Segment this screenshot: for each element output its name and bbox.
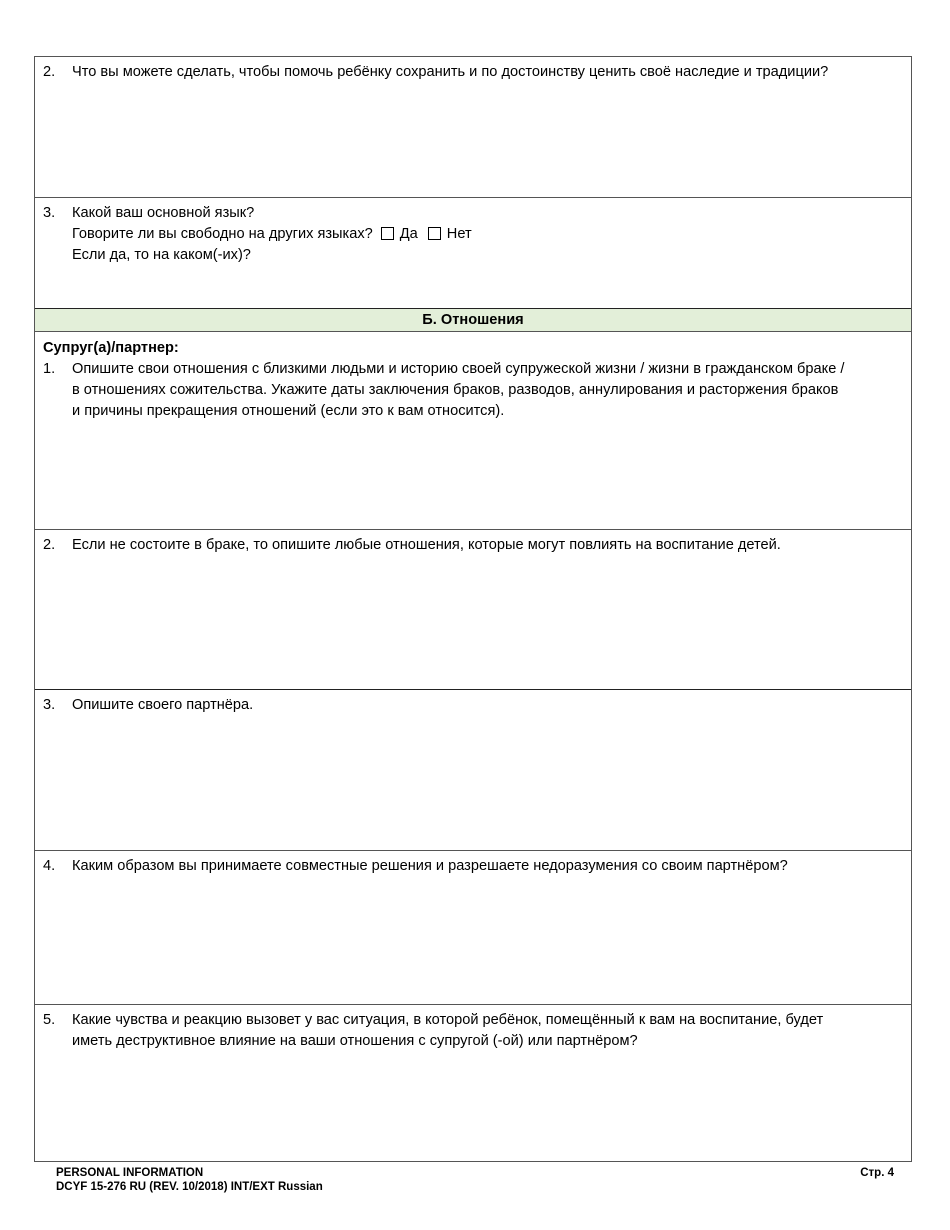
question-number: 3. <box>43 697 56 713</box>
question-item <box>43 535 901 556</box>
question-cell-relationship-history[interactable] <box>35 332 911 530</box>
question-item <box>43 62 901 83</box>
question-cell-unmarried-relationships[interactable] <box>35 530 911 690</box>
no-checkbox[interactable] <box>428 227 441 240</box>
question-cell-destructive-influence[interactable] <box>35 1005 911 1162</box>
question-item <box>43 856 901 877</box>
question-text-line: Опишите свои отношения с близкими людьми и историю своей супружеской жизни / жизни в гражданском браке / <box>72 361 845 377</box>
question-item <box>43 1010 901 1052</box>
question-number: 1. <box>43 361 56 377</box>
page-footer <box>56 1166 894 1194</box>
question-cell-heritage[interactable] <box>35 57 911 198</box>
question-text-line: Каким образом вы принимаете совместные решения и разрешаете недоразумения со своим партнёром? <box>72 858 788 874</box>
form-table <box>34 56 912 1162</box>
question-item <box>43 203 901 266</box>
question-item <box>43 695 901 716</box>
footer-form-id: DCYF 15-276 RU (REV. 10/2018) INT/EXT Russian <box>56 1181 323 1193</box>
question-text-which-languages: Если да, то на каком(-их)? <box>72 247 251 263</box>
question-cell-joint-decisions[interactable] <box>35 851 911 1005</box>
question-text-line: иметь деструктивное влияние на ваши отношения с супругой (-ой) или партнёром? <box>72 1033 638 1049</box>
question-text-line: и причины прекращения отношений (если это к вам относится). <box>72 403 505 419</box>
question-number: 4. <box>43 858 56 874</box>
question-text-line: в отношениях сожительства. Укажите даты заключения браков, разводов, аннулирования и расторжения браков <box>72 382 839 398</box>
footer-classification: PERSONAL INFORMATION <box>56 1167 204 1179</box>
other-languages-row <box>72 224 901 245</box>
question-text-other-languages: Говорите ли вы свободно на других языках? <box>72 226 373 242</box>
question-number: 3. <box>43 205 56 221</box>
question-text-primary-language: Какой ваш основной язык? <box>72 205 255 221</box>
page-number: Стр. 4 <box>860 1167 894 1179</box>
question-text-line: Если не состоите в браке, то опишите любые отношения, которые могут повлиять на воспитание детей. <box>72 537 781 553</box>
no-label: Нет <box>446 226 472 242</box>
question-cell-describe-partner[interactable] <box>35 690 911 851</box>
subheading-spouse-partner: Супруг(а)/партнер: <box>43 340 179 356</box>
yes-checkbox[interactable] <box>381 227 394 240</box>
question-number: 5. <box>43 1012 56 1028</box>
question-text: Что вы можете сделать, чтобы помочь ребёнку сохранить и по достоинству ценить своё наследие и традиции? <box>72 64 829 80</box>
yes-label: Да <box>399 226 418 242</box>
question-number: 2. <box>43 64 56 80</box>
question-text-line: Опишите своего партнёра. <box>72 697 254 713</box>
question-number: 2. <box>43 537 56 553</box>
question-item <box>43 359 901 422</box>
section-header-relationships: Б. Отношения <box>35 309 911 332</box>
question-cell-language[interactable] <box>35 198 911 309</box>
question-text-line: Какие чувства и реакцию вызовет у вас ситуация, в которой ребёнок, помещённый к вам на воспитание, будет <box>72 1012 824 1028</box>
